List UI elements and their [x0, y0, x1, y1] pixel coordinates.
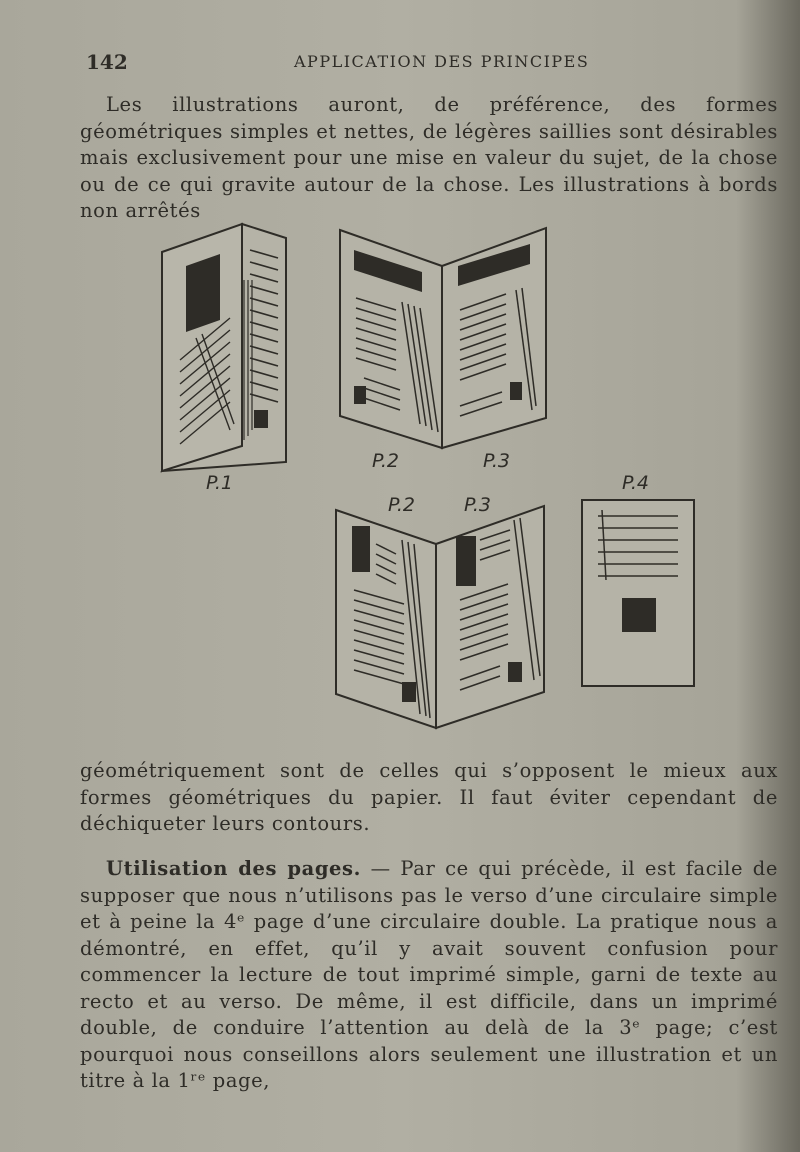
label-p4: P.4: [622, 472, 649, 494]
body-paragraph-2: géométriquement sont de celles qui s’opposent le mieux aux formes géométriques du papier. Il faut éviter cependant de déchiqueter leurs contours.: [80, 759, 778, 835]
folded-leaflet-figure: [150, 210, 710, 740]
label-p1: P.1: [206, 472, 233, 494]
running-title: APPLICATION DES PRINCIPES: [294, 52, 590, 71]
body-paragraph-3: [80, 856, 778, 1095]
leaflet-p4-illustration: [582, 500, 694, 686]
label-p3-top: P.3: [483, 450, 510, 472]
label-p2-bottom: P.2: [388, 494, 415, 516]
running-head: [86, 50, 776, 76]
section-text: — Par ce qui précède, il est facile de supposer que nous n’utilisons pas le verso d’une circulaire simple et à peine la 4ᵉ page d’une circulaire double. La pratique nous a démontré, en effet, qu’il y avait souvent confusion pour commencer la lecture de tout imprimé simple, garni de texte au recto et au verso. De même, il est difficile, dans un imprimé double, de conduire l’attention au delà de la 3ᵉ page; c’est pourquoi nous conseillons alors seulement une illustration et un titre à la 1ʳᵉ page,: [80, 857, 778, 1092]
label-p2-top: P.2: [372, 450, 399, 472]
leaflet-p1-illustration: [162, 224, 286, 471]
label-p3-bottom: P.3: [464, 494, 491, 516]
leaflet-p2-p3-open-illustration: [340, 228, 546, 448]
page-number: 142: [86, 50, 128, 74]
section-title: Utilisation des pages.: [106, 857, 362, 880]
leaflet-p2-p3-folded-illustration: [336, 506, 544, 728]
body-paragraph-1: Les illustrations auront, de préférence, des formes géométriques simples et nettes, de légères saillies sont désirables mais exclusivement pour une mise en valeur du sujet, de la chose ou de ce qui gravite autour de la chose. Les illustrations à bords non arrêtés: [80, 93, 778, 222]
